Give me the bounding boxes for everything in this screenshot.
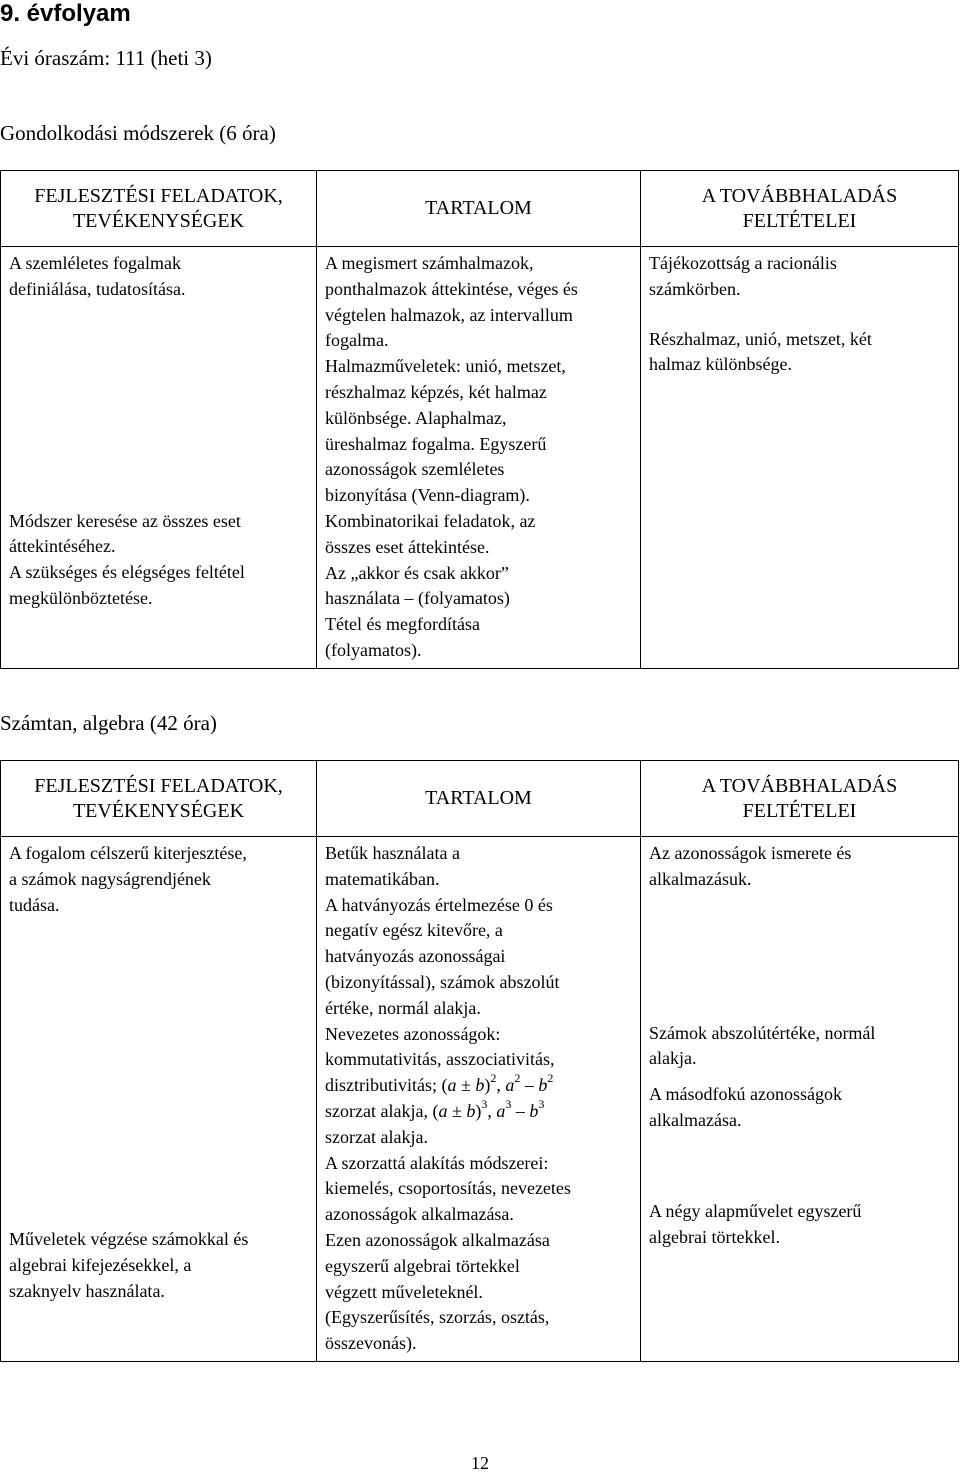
formula-exponent: 3 [481, 1096, 488, 1111]
cell-line: hatványozás azonosságai [325, 946, 506, 967]
header-text: TARTALOM [425, 787, 532, 809]
formula-var: b [466, 1100, 476, 1121]
cell-line: megkülönböztetése. [9, 587, 153, 608]
cell-line: Tétel és megfordítása [325, 614, 480, 635]
section-title-arithmetic-algebra: Számtan, algebra (42 óra) [0, 711, 217, 735]
cell-line: negatív egész kitevőre, a [325, 920, 503, 941]
cell-line: algebrai kifejezésekkel, a [9, 1255, 192, 1276]
header-progression-requirements [641, 171, 959, 247]
page-number: 12 [471, 1453, 489, 1473]
cell-line: A hatványozás értelmezése 0 és [325, 894, 553, 915]
header-text: FELTÉTELEI [742, 799, 857, 822]
table-header-row [1, 761, 959, 837]
header-text: TARTALOM [425, 197, 532, 219]
cell-line: tudása. [9, 894, 60, 915]
cell-line: használata – (folyamatos) [325, 588, 510, 609]
cell-line: azonosságok alkalmazása. [325, 1204, 514, 1225]
section-title-thinking-methods: Gondolkodási módszerek (6 óra) [0, 121, 276, 145]
formula-var: a [447, 1075, 457, 1096]
cell-line: Kombinatorikai feladatok, az [325, 510, 536, 531]
header-development-tasks [1, 761, 317, 837]
cell-line: ponthalmazok áttekintése, véges és [325, 278, 578, 299]
curriculum-table-thinking-methods [0, 170, 959, 669]
formula-text: – [511, 1100, 530, 1121]
content-cell [317, 837, 641, 1362]
formula-text: – [520, 1075, 539, 1096]
cell-line: egyszerű algebrai törtekkel [325, 1255, 520, 1276]
cell-line: részhalmaz képzés, két halmaz [325, 381, 547, 402]
progression-requirements-cell [641, 247, 959, 669]
annual-hours: Évi óraszám: 111 (heti 3) [0, 46, 212, 70]
formula-var: b [475, 1075, 485, 1096]
formula-text: szorzat alakja, ( [325, 1100, 439, 1121]
cell-line: összes eset áttekintése. [325, 536, 490, 557]
header-text: A TOVÁBBHALADÁS [701, 184, 898, 207]
cell-line: (bizonyítással), számok abszolút [325, 971, 560, 992]
table-row [1, 247, 959, 669]
cell-line: alkalmazása. [649, 1109, 742, 1130]
formula-text: , [496, 1075, 506, 1096]
header-text: FELTÉTELEI [742, 209, 857, 232]
formula-exponent: 2 [514, 1071, 521, 1086]
cell-line: A megismert számhalmazok, [325, 253, 534, 273]
formula-var: b [529, 1100, 539, 1121]
header-development-tasks [1, 171, 317, 247]
cell-line: bizonyítása (Venn-diagram). [325, 485, 530, 506]
cell-line: szorzat alakja. [325, 1126, 428, 1147]
cell-line: azonosságok szemléletes [325, 459, 505, 480]
cell-line: végtelen halmazok, az intervallum [325, 304, 573, 325]
formula-exponent: 2 [490, 1071, 497, 1086]
cell-line: összevonás). [325, 1333, 417, 1354]
cell-line: szaknyelv használata. [9, 1280, 165, 1301]
cell-line: algebrai törtekkel. [649, 1226, 780, 1247]
cell-line: A szorzattá alakítás módszerei: [325, 1152, 549, 1173]
header-text: FEJLESZTÉSI FELADATOK, [34, 774, 283, 797]
formula-square-identities [325, 1073, 632, 1099]
cell-line: kiemelés, csoportosítás, nevezetes [325, 1178, 571, 1199]
cell-line: kommutativitás, asszociativitás, [325, 1049, 555, 1070]
cell-line: A fogalom célszerű kiterjesztése, [9, 843, 247, 863]
development-tasks-cell [1, 837, 317, 1362]
formula-text: disztributivitás; ( [325, 1075, 448, 1096]
cell-line: Az azonosságok ismerete és [649, 843, 852, 863]
cell-line: értéke, normál alakja. [325, 997, 481, 1018]
formula-text: ) [484, 1075, 491, 1096]
cell-line: alkalmazásuk. [649, 868, 752, 889]
header-content [317, 171, 641, 247]
formula-var: a [438, 1100, 448, 1121]
formula-exponent: 2 [547, 1071, 554, 1086]
cell-line: Halmazműveletek: unió, metszet, [325, 356, 566, 377]
cell-line: A szükséges és elégséges feltétel [9, 562, 245, 583]
header-text: TEVÉKENYSÉGEK [72, 209, 245, 232]
formula-exponent: 3 [505, 1096, 512, 1111]
formula-text: ± [456, 1075, 476, 1096]
cell-line: Részhalmaz, unió, metszet, két [649, 328, 872, 349]
cell-line: A négy alapművelet egyszerű [649, 1200, 862, 1221]
formula-var: a [505, 1075, 515, 1096]
development-tasks-cell [1, 247, 317, 669]
spacer [9, 918, 308, 1227]
cell-line: különbsége. Alaphalmaz, [325, 407, 507, 428]
cell-line: a számok nagyságrendjének [9, 868, 211, 889]
content-cell [317, 247, 641, 669]
formula-var: b [538, 1075, 548, 1096]
spacer [9, 303, 308, 509]
cell-line: definiálása, tudatosítása. [9, 278, 186, 299]
header-text: TEVÉKENYSÉGEK [72, 799, 245, 822]
header-text: FEJLESZTÉSI FELADATOK, [34, 184, 283, 207]
cell-line: Ezen azonosságok alkalmazása [325, 1229, 550, 1250]
cell-line: Számok abszolútértéke, normál [649, 1022, 876, 1043]
cell-line: áttekintéséhez. [9, 536, 116, 557]
grade-heading: 9. évfolyam [0, 0, 131, 27]
cell-line: fogalma. [325, 330, 389, 351]
spacer [649, 1134, 950, 1199]
formula-text: ± [447, 1100, 467, 1121]
formula-cube-identities [325, 1096, 632, 1125]
cell-line: A szemléletes fogalmak [9, 253, 181, 273]
cell-line: Műveletek végzése számokkal és [9, 1229, 249, 1250]
cell-line: halmaz különbsége. [649, 354, 792, 375]
header-content [317, 761, 641, 837]
cell-line: matematikában. [325, 868, 440, 889]
cell-line: A másodfokú azonosságok [649, 1084, 842, 1105]
formula-text: ) [475, 1100, 482, 1121]
cell-line: Nevezetes azonosságok: [325, 1023, 501, 1044]
progression-requirements-cell [641, 837, 959, 1362]
cell-line: Módszer keresése az összes eset [9, 510, 241, 531]
curriculum-table-arithmetic-algebra [0, 760, 959, 1362]
cell-line: Betűk használata a [325, 843, 460, 863]
table-header-row [1, 171, 959, 247]
cell-line: (folyamatos). [325, 639, 422, 660]
formula-exponent: 3 [538, 1096, 545, 1111]
cell-line: üreshalmaz fogalma. Egyszerű [325, 433, 547, 454]
formula-text: , [487, 1100, 497, 1121]
cell-line: (Egyszerűsítés, szorzás, osztás, [325, 1307, 550, 1328]
cell-line: Az „akkor és csak akkor” [325, 562, 509, 583]
spacer [649, 1072, 950, 1082]
spacer [649, 893, 950, 1021]
cell-line: Tájékozottság a racionális [649, 253, 837, 273]
cell-line: végzett műveleteknél. [325, 1281, 483, 1302]
table-row [1, 837, 959, 1362]
cell-line: számkörben. [649, 278, 741, 299]
spacer [649, 303, 950, 327]
header-text: A TOVÁBBHALADÁS [701, 774, 898, 797]
header-progression-requirements [641, 761, 959, 837]
cell-line: alakja. [649, 1048, 697, 1069]
formula-var: a [496, 1100, 506, 1121]
